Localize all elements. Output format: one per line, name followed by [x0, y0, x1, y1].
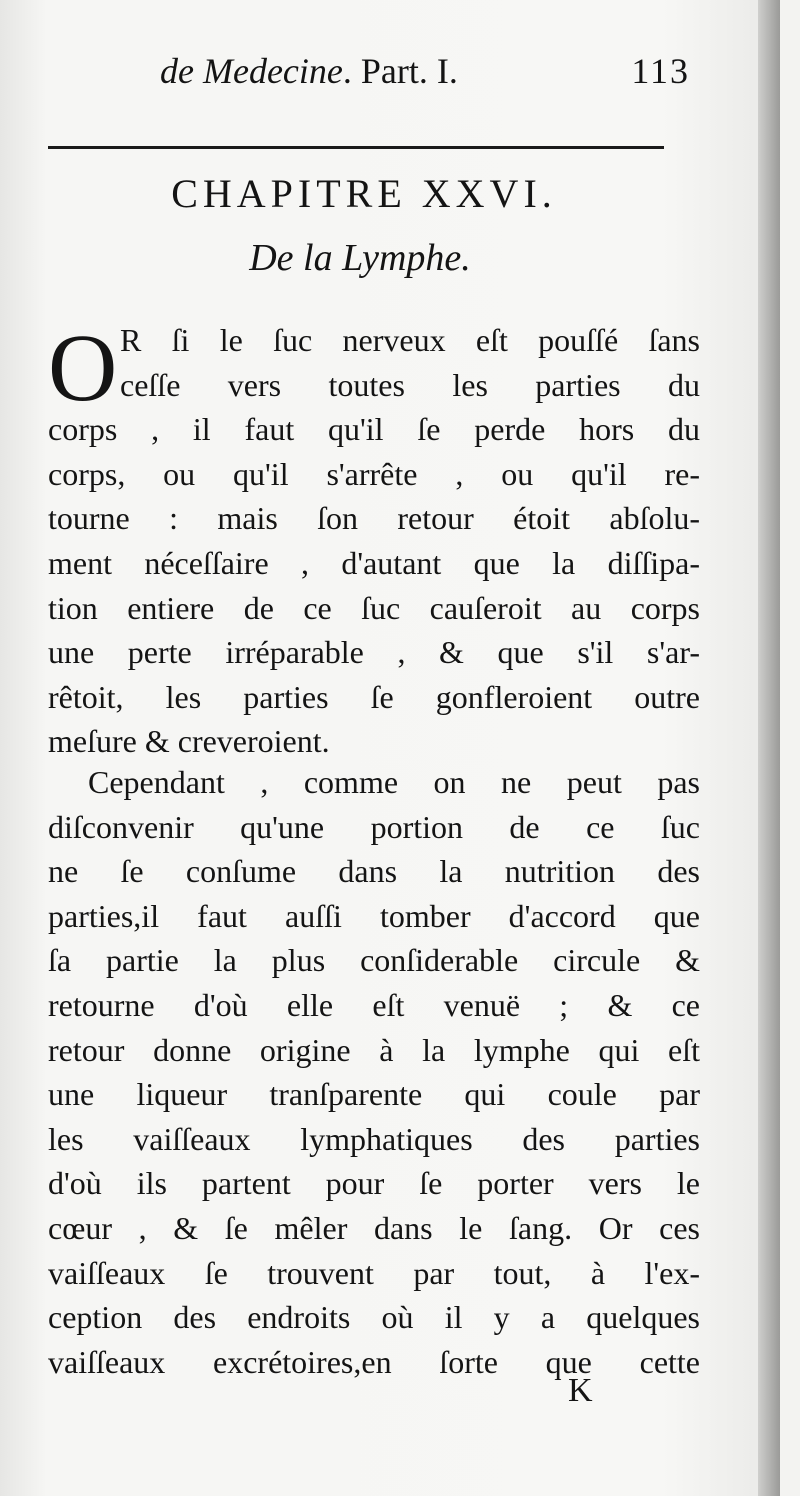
- page-number: 113: [631, 51, 690, 91]
- page-edge: [758, 0, 780, 1496]
- text-line: R ſi le ſuc nerveux eſt pouſſé ſans: [120, 322, 700, 358]
- running-title-rest: . Part. I.: [342, 51, 458, 91]
- text-line: rêtoit, les parties ſe gonfleroient outre: [48, 678, 700, 715]
- text-line: ceſſe vers toutes les parties du: [120, 366, 700, 403]
- text-line: tourne : mais ſon retour étoit abſolu-: [48, 500, 700, 537]
- running-title: [160, 50, 458, 92]
- paragraph-2: [48, 760, 700, 1384]
- text-line: meſure & creveroient.: [48, 723, 330, 760]
- text-line: tion entiere de ce ſuc cauſeroit au corps: [48, 589, 700, 626]
- text-line: ment néceſſaire , d'autant que la diſſipa-: [48, 544, 700, 581]
- text-line: cœur , & ſe mêler dans le ſang. Or ces: [48, 1209, 700, 1246]
- text-line: une perte irréparable , & que s'il s'ar-: [48, 634, 700, 671]
- text-line: retourne d'où elle eſt venuë ; & ce: [48, 986, 700, 1023]
- signature-mark: K: [568, 1372, 593, 1409]
- text-line: corps, ou qu'il s'arrête , ou qu'il re-: [48, 455, 700, 492]
- text-line: ception des endroits où il y a quelques: [48, 1299, 700, 1336]
- text-line: ne ſe conſume dans la nutrition des: [48, 853, 700, 890]
- running-title-italic: de Medecine: [160, 51, 343, 91]
- chapter-subtitle: De la Lymphe.: [249, 237, 471, 279]
- text-line: corps , il faut qu'il ſe perde hors du: [48, 411, 700, 448]
- text-line: Cependant , comme on ne peut pas: [88, 764, 700, 800]
- text-line: vaiſſeaux excrétoires,en ſorte que cette: [48, 1343, 700, 1380]
- text-line: les vaiſſeaux lymphatiques des parties: [48, 1120, 700, 1157]
- text-line: ſa partie la plus conſiderable circule &: [48, 942, 700, 979]
- text-line: d'où ils partent pour ſe porter vers le: [48, 1165, 700, 1202]
- text-line: diſconvenir qu'une portion de ce ſuc: [48, 808, 700, 845]
- running-head: [160, 50, 690, 100]
- paragraph-1: [48, 314, 700, 764]
- text-line: retour donne origine à la lymphe qui eſt: [48, 1031, 700, 1068]
- drop-cap: O: [48, 314, 118, 421]
- chapter-title: CHAPITRE XXVI.: [171, 171, 557, 216]
- text-line: vaiſſeaux ſe trouvent par tout, à l'ex-: [48, 1254, 700, 1291]
- header-rule: [48, 146, 664, 149]
- text-line: parties,il faut auſſi tomber d'accord que: [48, 897, 700, 934]
- text-line: une liqueur tranſparente qui coule par: [48, 1076, 700, 1113]
